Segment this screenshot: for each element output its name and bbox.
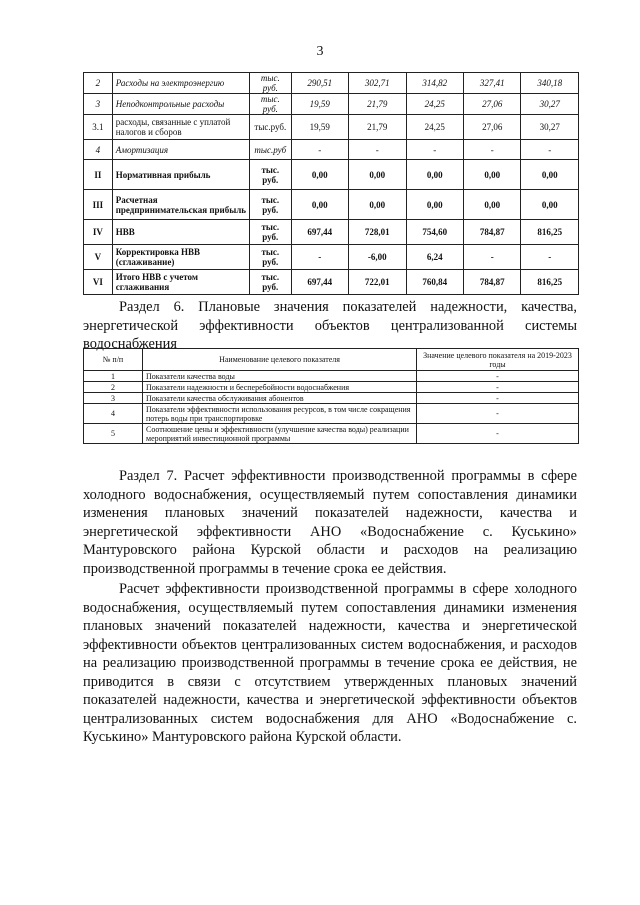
- indicator-value: -: [417, 371, 579, 382]
- row-value: 302,71: [349, 73, 406, 94]
- indicator-value: -: [417, 393, 579, 404]
- indicator-name: Показатели качества обслуживания абонентов: [143, 393, 417, 404]
- row-value: 21,79: [349, 115, 406, 140]
- row-value: 0,00: [349, 190, 406, 220]
- row-value: 0,00: [406, 190, 463, 220]
- row-value: -: [349, 140, 406, 160]
- section-7-heading: Раздел 7. Расчет эффективности производственной программы в сфере холодного водоснабжения, осуществляемый путем сопоставления динамики изменения плановых значений показателей надежности, качества и энергетической эффективности АНО «Водоснабжение с. Куськино» Мантуровского района Курской области и расходов на реализацию производственной программы в течение срока ее действия.: [83, 468, 577, 577]
- row-value: -: [406, 140, 463, 160]
- row-unit: тыс. руб.: [250, 245, 292, 270]
- indicator-name: Соотношение цены и эффективности (улучшение качества воды) реализации мероприятий инвестиционной программы: [143, 424, 417, 444]
- row-number: III: [84, 190, 113, 220]
- indicator-value: -: [417, 404, 579, 424]
- row-value: 0,00: [349, 160, 406, 190]
- row-number: 1: [84, 371, 143, 382]
- row-name: Расходы на электроэнергию: [112, 73, 249, 94]
- row-number: 4: [84, 140, 113, 160]
- row-value: 784,87: [463, 220, 520, 245]
- row-value: -: [463, 140, 520, 160]
- section-7-body: Расчет эффективности производственной программы в сфере холодного водоснабжения, осуществляемый путем сопоставления динамики изменения плановых значений показателей надежности, качества и энергетической эффективности объектов централизованных систем водоснабжения, и расходов на реализацию производственной программы в течение срока ее действия, не приводится в связи с отсутствием утвержденных плановых значений показателей надежности, качества и энергетической эффективности объектов централизованных систем водоснабжения для АНО «Водоснабжение с. Куськино» Мантуровского района Курской области.: [83, 581, 577, 745]
- table-row: [84, 190, 579, 220]
- col-header-indicator: Наименование целевого показателя: [143, 349, 417, 371]
- row-number: 2: [84, 382, 143, 393]
- section-6-heading: Раздел 6. Плановые значения показателей надежности, качества, энергетической эффективности объектов централизованной системы водоснабжения: [83, 299, 577, 352]
- row-value: -6,00: [349, 245, 406, 270]
- row-name: Корректировка НВВ (сглаживание): [112, 245, 249, 270]
- row-value: 760,84: [406, 270, 463, 295]
- indicators-table: [83, 348, 579, 444]
- row-value: 24,25: [406, 94, 463, 115]
- row-unit: тыс.руб: [250, 140, 292, 160]
- row-number: V: [84, 245, 113, 270]
- row-value: 0,00: [463, 190, 520, 220]
- expenses-table: [83, 72, 579, 295]
- table-row: [84, 382, 579, 393]
- table-row: [84, 371, 579, 382]
- row-number: 3: [84, 94, 113, 115]
- table-row: [84, 393, 579, 404]
- row-value: 27,06: [463, 94, 520, 115]
- page-number: 3: [316, 44, 324, 59]
- table-row: [84, 220, 579, 245]
- row-number: 4: [84, 404, 143, 424]
- row-value: 697,44: [291, 220, 348, 245]
- row-value: 290,51: [291, 73, 348, 94]
- row-value: 816,25: [521, 270, 579, 295]
- row-value: 327,41: [463, 73, 520, 94]
- table-row: [84, 140, 579, 160]
- table-row: [84, 73, 579, 94]
- row-name: Неподконтрольные расходы: [112, 94, 249, 115]
- row-value: 6,24: [406, 245, 463, 270]
- row-name: расходы, связанные с уплатой налогов и сборов: [112, 115, 249, 140]
- col-header-number: № п/п: [84, 349, 143, 371]
- row-unit: тыс.руб.: [250, 115, 292, 140]
- row-value: 754,60: [406, 220, 463, 245]
- row-number: IV: [84, 220, 113, 245]
- row-value: 30,27: [521, 115, 579, 140]
- row-value: 0,00: [521, 160, 579, 190]
- row-value: 728,01: [349, 220, 406, 245]
- table-row: [84, 424, 579, 444]
- row-unit: тыс. руб.: [250, 220, 292, 245]
- indicator-value: -: [417, 382, 579, 393]
- col-header-value: Значение целевого показателя на 2019-2023 годы: [417, 349, 579, 371]
- row-value: 784,87: [463, 270, 520, 295]
- row-value: 21,79: [349, 94, 406, 115]
- row-value: 340,18: [521, 73, 579, 94]
- row-name: Расчетная предпринимательская прибыль: [112, 190, 249, 220]
- row-name: Амортизация: [112, 140, 249, 160]
- row-value: -: [463, 245, 520, 270]
- row-value: 816,25: [521, 220, 579, 245]
- row-number: 5: [84, 424, 143, 444]
- row-number: 3: [84, 393, 143, 404]
- indicator-name: Показатели эффективности использования ресурсов, в том числе сокращения потерь воды при транспортировке: [143, 404, 417, 424]
- row-value: 0,00: [291, 160, 348, 190]
- row-value: -: [521, 140, 579, 160]
- row-value: 24,25: [406, 115, 463, 140]
- row-value: -: [291, 245, 348, 270]
- row-value: 0,00: [463, 160, 520, 190]
- indicator-name: Показатели качества воды: [143, 371, 417, 382]
- row-value: -: [521, 245, 579, 270]
- row-value: 0,00: [291, 190, 348, 220]
- row-value: 30,27: [521, 94, 579, 115]
- table-row: [84, 404, 579, 424]
- row-name: НВВ: [112, 220, 249, 245]
- row-value: 0,00: [521, 190, 579, 220]
- row-value: 314,82: [406, 73, 463, 94]
- indicator-name: Показатели надежности и бесперебойности водоснабжения: [143, 382, 417, 393]
- table-row: [84, 94, 579, 115]
- row-unit: тыс. руб.: [250, 160, 292, 190]
- row-value: 19,59: [291, 115, 348, 140]
- row-unit: тыс. руб.: [250, 270, 292, 295]
- row-unit: тыс. руб.: [250, 73, 292, 94]
- row-number: 2: [84, 73, 113, 94]
- row-value: 0,00: [406, 160, 463, 190]
- row-unit: тыс. руб.: [250, 190, 292, 220]
- row-number: VI: [84, 270, 113, 295]
- row-unit: тыс. руб.: [250, 94, 292, 115]
- row-value: 19,59: [291, 94, 348, 115]
- row-value: -: [291, 140, 348, 160]
- row-value: 697,44: [291, 270, 348, 295]
- indicator-value: -: [417, 424, 579, 444]
- table-row: [84, 270, 579, 295]
- table-row: [84, 160, 579, 190]
- row-name: Итого НВВ с учетом сглаживания: [112, 270, 249, 295]
- row-number: 3.1: [84, 115, 113, 140]
- table-row: [84, 245, 579, 270]
- row-value: 722,01: [349, 270, 406, 295]
- row-name: Нормативная прибыль: [112, 160, 249, 190]
- row-value: 27,06: [463, 115, 520, 140]
- table-row: [84, 115, 579, 140]
- row-number: II: [84, 160, 113, 190]
